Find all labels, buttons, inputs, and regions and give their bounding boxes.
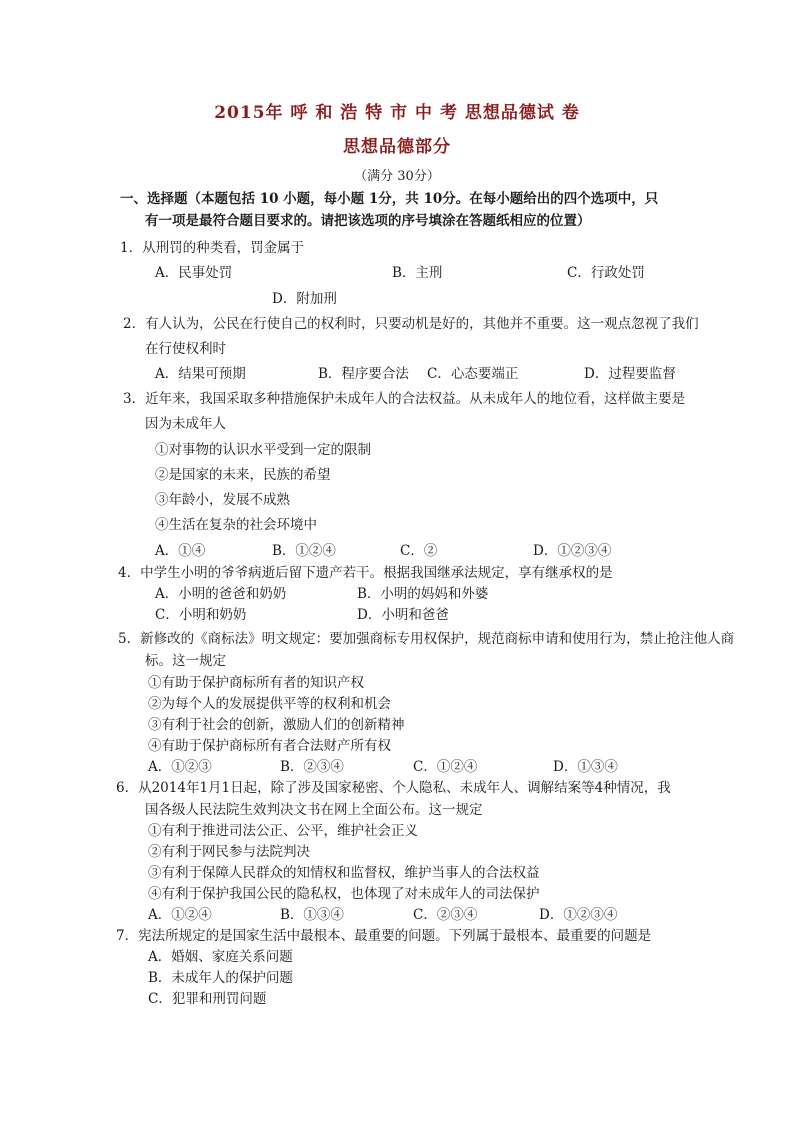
- q7-option-a: A．婚姻、家庭关系问题: [148, 949, 293, 965]
- q5-stem-line1: 5．新修改的《商标法》明文规定：要加强商标专用权保护，规范商标申请和使用行为，禁止抢注他人商: [118, 631, 735, 647]
- q2-option-a: A．结果可预期: [155, 366, 246, 382]
- q3-stem-line2: 因为未成年人: [145, 416, 226, 432]
- q6-option-c: C．②③④: [413, 907, 478, 923]
- q6-statement-4: ④有利于保护我国公民的隐私权，也体现了对未成年人的司法保护: [148, 886, 540, 902]
- q5-option-a: A．①②③: [148, 759, 212, 775]
- q2-option-d: D．过程要监督: [584, 366, 676, 382]
- q6-statement-2: ②有利于网民参与法院判决: [148, 844, 310, 860]
- q4-option-d: D．小明和爸爸: [357, 607, 449, 623]
- q6-option-a: A．①②④: [148, 907, 212, 923]
- q4-option-c: C．小明和奶奶: [155, 607, 247, 623]
- q2-option-b: B．程序要合法: [318, 366, 409, 382]
- q6-option-b: B．①③④: [280, 907, 344, 923]
- q2-option-c: C．心态要端正: [427, 366, 519, 382]
- q1-option-c: C．行政处罚: [567, 265, 645, 281]
- q1-option-d: D．附加刑: [272, 291, 337, 307]
- q5-option-d: D．①③④: [553, 759, 618, 775]
- q3-option-a: A．①④: [155, 543, 206, 559]
- q2-stem-line1: 2．有人认为，公民在行使自己的权利时，只要动机是好的，其他并不重要。这一观点忽视了我们: [123, 316, 699, 332]
- score-note: （满分 30分）: [354, 169, 440, 184]
- q3-statement-4: ④生活在复杂的社会环境中: [155, 517, 317, 533]
- q5-statement-2: ②为每个人的发展提供平等的权利和机会: [148, 696, 391, 712]
- section-heading-line1: 一、选择题（本题包括 10 小题，每小题 1分，共 10分。在每小题给出的四个选项中，只: [120, 191, 659, 207]
- q6-statement-1: ①有利于推进司法公正、公平，维护社会正义: [148, 823, 418, 839]
- q3-option-c: C．②: [400, 543, 438, 559]
- q3-option-d: D．①②③④: [533, 543, 612, 559]
- q5-stem-line2: 标。这一规定: [145, 653, 226, 669]
- q4-option-a: A．小明的爸爸和奶奶: [155, 586, 287, 602]
- q6-statement-3: ③有利于保障人民群众的知情权和监督权，维护当事人的合法权益: [148, 865, 540, 881]
- q3-stem-line1: 3．近年来，我国采取多种措施保护未成年人的合法权益。从未成年人的地位看，这样做主要是: [123, 391, 686, 407]
- q3-statement-1: ①对事物的认识水平受到一定的限制: [155, 442, 371, 458]
- q3-option-b: B．①②④: [272, 543, 336, 559]
- q1-option-b: B．主刑: [392, 265, 443, 281]
- q1-stem: 1．从刑罚的种类看，罚金属于: [120, 240, 305, 256]
- q2-stem-line2: 在行使权利时: [145, 341, 226, 357]
- q5-statement-4: ④有助于保护商标所有者合法财产所有权: [148, 738, 391, 754]
- q5-statement-1: ①有助于保护商标所有者的知识产权: [148, 675, 364, 691]
- q6-stem-line1: 6．从2014年1月1日起，除了涉及国家秘密、个人隐私、未成年人、调解结案等4种情况，我: [116, 780, 671, 796]
- q4-stem: 4．中学生小明的爷爷病逝后留下遗产若干。根据我国继承法规定，享有继承权的是: [118, 565, 613, 581]
- q7-option-b: B．未成年人的保护问题: [148, 970, 293, 986]
- page-title: 2015年 呼 和 浩 特 市 中 考 思想品德试 卷: [214, 103, 580, 123]
- q7-option-c: C．犯罪和刑罚问题: [148, 991, 267, 1007]
- q5-option-c: C．①②④: [413, 759, 478, 775]
- q6-option-d: D．①②③④: [539, 907, 618, 923]
- q5-statement-3: ③有利于社会的创新，激励人们的创新精神: [148, 717, 405, 733]
- q3-statement-3: ③年龄小，发展不成熟: [155, 492, 290, 508]
- q6-stem-line2: 国各级人民法院生效判决文书在网上全面公布。这一规定: [145, 802, 483, 818]
- page-subtitle: 思想品德部分: [343, 137, 451, 157]
- q1-option-a: A．民事处罚: [155, 265, 233, 281]
- section-heading-line2: 有一项是最符合题目要求的。请把该选项的序号填涂在答题纸相应的位置）: [145, 213, 591, 229]
- q3-statement-2: ②是国家的未来，民族的希望: [155, 467, 331, 483]
- q7-stem: 7．宪法所规定的是国家生活中最根本、最重要的问题。下列属于最根本、最重要的问题是: [116, 928, 652, 944]
- q5-option-b: B．②③④: [280, 759, 344, 775]
- q4-option-b: B．小明的妈妈和外婆: [357, 586, 489, 602]
